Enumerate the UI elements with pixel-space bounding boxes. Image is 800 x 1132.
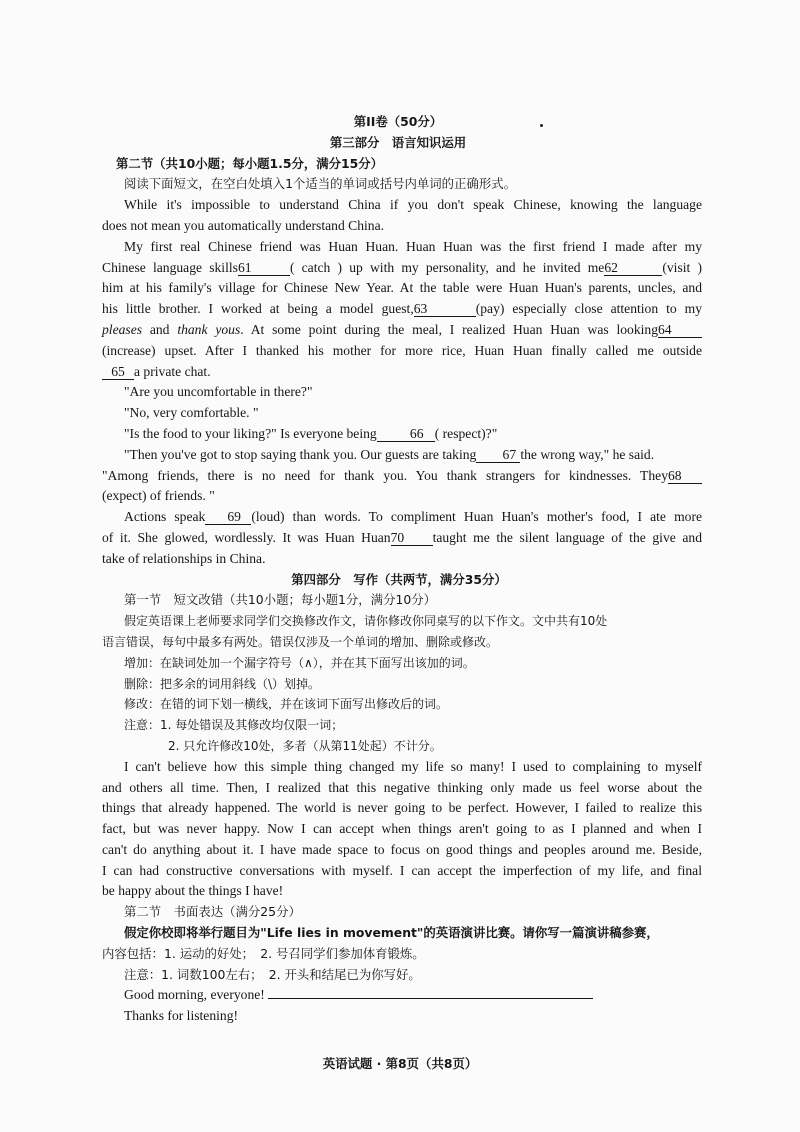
passage-line bbox=[102, 528, 702, 549]
passage-line bbox=[102, 320, 702, 341]
blank-67[interactable]: 67 bbox=[476, 447, 520, 463]
essay-line: I can't believe how this simple thing changed my life so many! I used to complaining to myself bbox=[124, 758, 702, 774]
passage-line: does not mean you automatically understand China. bbox=[102, 217, 385, 233]
blank-66[interactable]: 66 bbox=[377, 426, 435, 442]
passage-text: a private chat. bbox=[134, 363, 211, 379]
closing-line: Thanks for listening! bbox=[124, 1008, 239, 1024]
blank-69[interactable]: 69 bbox=[205, 509, 251, 525]
writing-note: 注意：1. 词数100左右； 2. 开头和结尾已为你写好。 bbox=[124, 966, 421, 982]
essay-line: I can had constructive conversations with myself. I can accept the imperfection of my life, and final bbox=[102, 862, 702, 878]
volume-title: 第II卷（50分） bbox=[353, 114, 443, 129]
dialogue-line: "Are you uncomfortable in there?" bbox=[124, 384, 313, 400]
section1-title: 第一节 短文改错（共10小题；每小题1分，满分10分） bbox=[124, 592, 437, 608]
passage-text: Actions speak bbox=[124, 509, 206, 525]
section2-title: 第二节（共10小题；每小题1.5分，满分15分） bbox=[116, 155, 384, 171]
essay-line: can't do anything about it. I have made space to focus on good things and peoples around me. Beside, bbox=[102, 841, 702, 857]
note-1: 注意：1. 每处错误及其修改均仅限一词； bbox=[124, 718, 344, 733]
dialogue-line bbox=[102, 424, 702, 445]
passage-line bbox=[102, 299, 702, 320]
passage-text: "Is the food to your liking?" Is everyone being bbox=[124, 425, 377, 441]
greeting-text: Good morning, everyone! bbox=[124, 987, 265, 1003]
passage-line: My first real Chinese friend was Huan Huan. Huan Huan was the first friend I made after my bbox=[124, 238, 702, 254]
note-2: 2. 只允许修改10处，多者（从第11处起）不计分。 bbox=[168, 738, 442, 753]
passage-text: "Then you've got to stop saying thank you. Our guests are taking bbox=[124, 446, 477, 462]
passage-text: Chinese language skills bbox=[102, 259, 238, 275]
section1-instruction: 语言错误，每句中最多有两处。错误仅涉及一个单词的增加、删除或修改。 bbox=[102, 634, 499, 649]
rule-modify: 修改：在错的词下划一横线，并在该词下面写出修改后的词。 bbox=[124, 697, 449, 712]
blank-62[interactable]: 62 bbox=[604, 260, 662, 276]
essay-line: things that already happened. The world is never going to be perfect. However, I failed to realize this bbox=[102, 800, 702, 816]
dialogue-line: "No, very comfortable. " bbox=[124, 405, 259, 421]
blank-70[interactable]: 70 bbox=[391, 530, 433, 546]
passage-text: . At some point during the meal, I realized Huan Huan was looking bbox=[240, 321, 658, 337]
passage-text: ( respect)?" bbox=[434, 425, 498, 441]
part4-title: 第四部分 写作（共两节，满分35分） bbox=[291, 571, 507, 587]
exam-page bbox=[102, 112, 702, 1027]
passage-line: him at his family's village for Chinese New Year. At the table were Huan Huan's parents, uncles, and bbox=[102, 280, 702, 296]
writing-answer-line[interactable] bbox=[268, 985, 593, 999]
passage-text: (pay) especially close attention to my bbox=[475, 301, 702, 317]
blank-64[interactable]: 64 bbox=[658, 322, 702, 338]
passage-line bbox=[102, 258, 702, 279]
passage-line: While it's impossible to understand China if you don't speak Chinese, knowing the language bbox=[124, 197, 702, 213]
passage-text: taught me the silent language of the give and bbox=[432, 529, 702, 545]
cloze-instruction: 阅读下面短文，在空白处填入1个适当的单词或括号内单词的正确形式。 bbox=[124, 176, 516, 192]
passage-line bbox=[102, 507, 702, 528]
blank-68[interactable]: 68 bbox=[668, 468, 702, 484]
passage-line: take of relationships in China. bbox=[102, 550, 266, 566]
essay-line: be happy about the things I have! bbox=[102, 883, 284, 899]
passage-text: the wrong way," he said. bbox=[520, 446, 655, 462]
writing-prompt: 内容包括：1. 运动的好处； 2. 号召同学们参加体育锻炼。 bbox=[102, 945, 425, 961]
rule-delete: 删除：把多余的词用斜线（\）划掉。 bbox=[124, 676, 321, 691]
passage-line: (expect) of friends. " bbox=[102, 488, 215, 504]
blank-65[interactable]: 65 bbox=[102, 364, 134, 380]
passage-text: (loud) than words. To compliment Huan Huan's mother's food, I ate more bbox=[251, 509, 702, 525]
blank-63[interactable]: 63 bbox=[414, 301, 476, 317]
page-footer: 英语试题 · 第8页（共8页） bbox=[322, 1056, 478, 1071]
passage-text: his little brother. I worked at being a model guest, bbox=[102, 301, 414, 317]
section1-instruction: 假定英语课上老师要求同学们交换修改作文，请你修改你同桌写的以下作文。文中共有10处 bbox=[124, 614, 608, 629]
section2-writing-title: 第二节 书面表达（满分25分） bbox=[124, 904, 301, 920]
passage-line bbox=[102, 466, 702, 487]
passage-text: (visit ) bbox=[662, 259, 702, 275]
passage-line: (increase) upset. After I thanked his mother for more rice, Huan Huan finally called me outside bbox=[102, 342, 702, 358]
passage-italic: pleases bbox=[102, 321, 143, 337]
passage-text: ( catch ) up with my personality, and he invited me bbox=[289, 259, 605, 275]
passage-text: and bbox=[142, 321, 178, 337]
passage-text: of it. She glowed, wordlessly. It was Huan Huan bbox=[102, 529, 391, 545]
greeting-line bbox=[124, 985, 702, 1006]
passage-line bbox=[102, 362, 702, 383]
blank-61[interactable]: 61 bbox=[238, 260, 290, 276]
essay-line: fact, but was never happy. Now I can accept when things aren't going to as I planned and when I bbox=[102, 821, 702, 837]
passage-text: "Among friends, there is no need for thank you. You thank strangers for kindnesses. They bbox=[102, 467, 668, 483]
part3-title: 第三部分 语言知识运用 bbox=[329, 134, 467, 150]
writing-prompt: 假定你校即将举行题目为"Life lies in movement"的英语演讲比赛。请你写一篇演讲稿参赛， bbox=[124, 925, 659, 941]
passage-line bbox=[102, 445, 702, 466]
passage-italic: thank yous bbox=[177, 321, 241, 337]
rule-add: 增加：在缺词处加一个漏字符号（∧），并在其下面写出该加的词。 bbox=[124, 655, 475, 670]
essay-line: and others all time. Then, I realized that this negative thinking only made us feel worse about the bbox=[102, 779, 702, 795]
